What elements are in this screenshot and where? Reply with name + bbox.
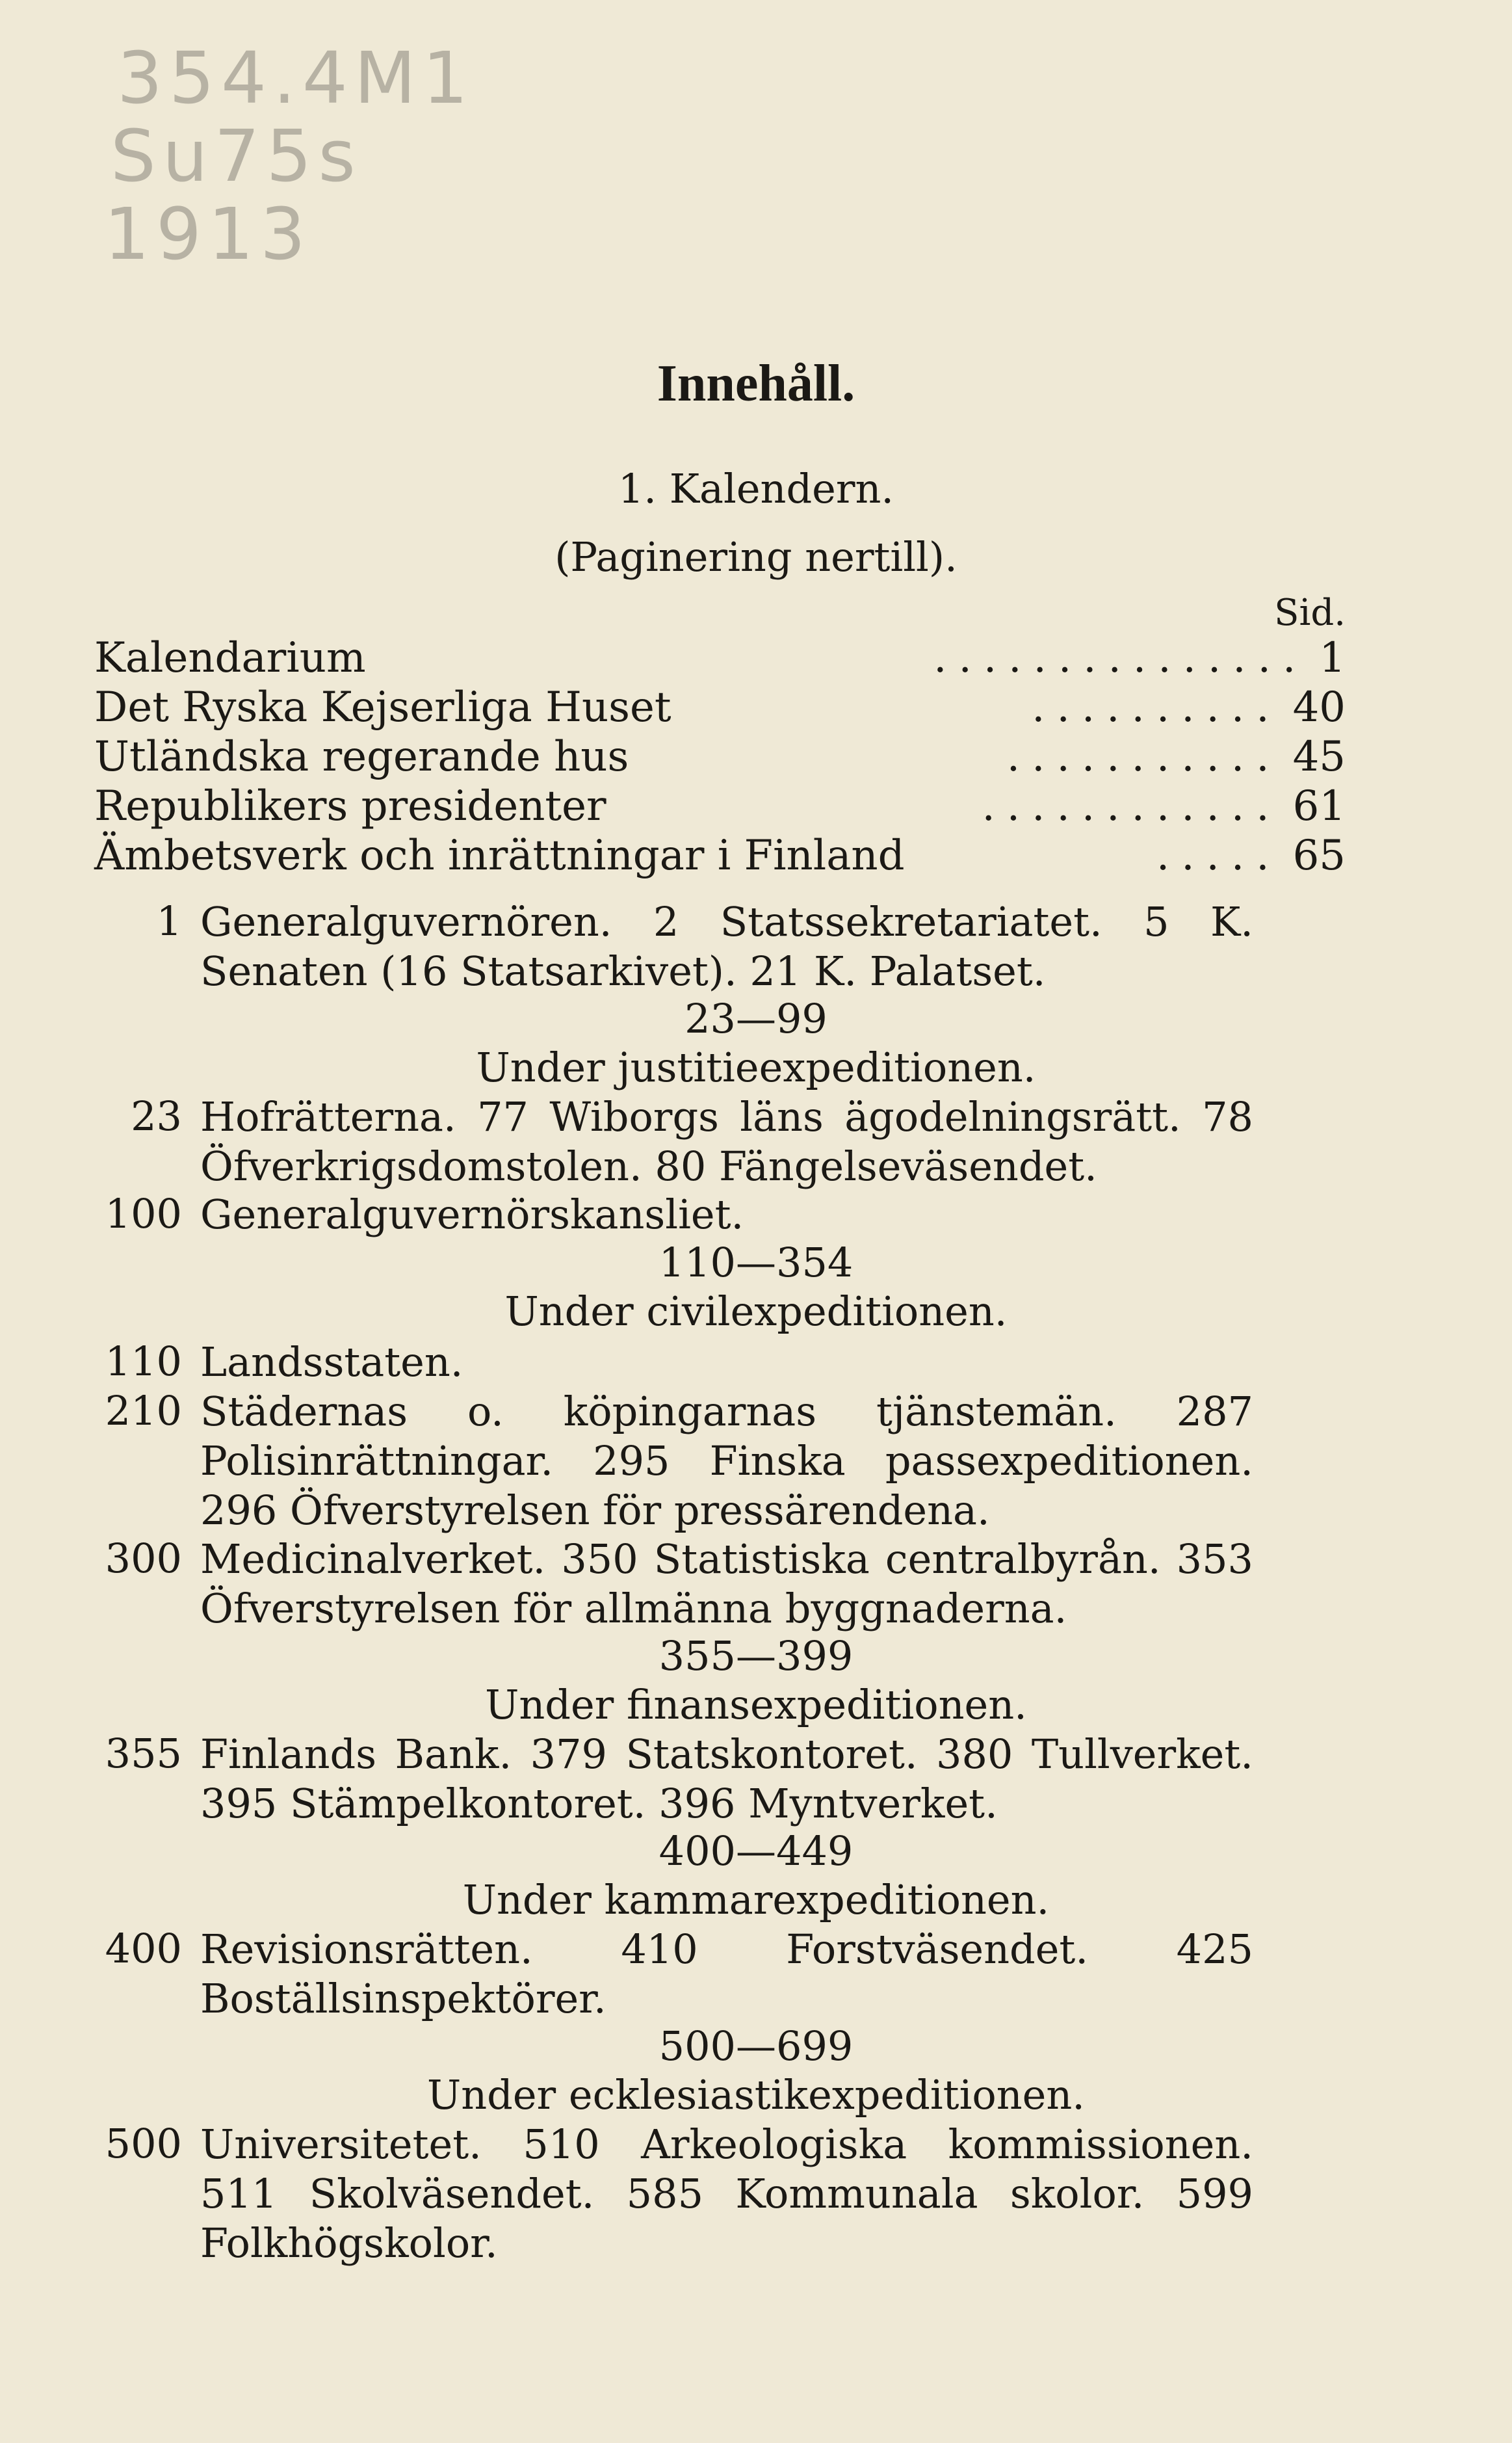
page-range: 355—399 <box>658 1632 854 1680</box>
toc-page: 65 <box>1292 832 1346 880</box>
handwritten-call-number <box>104 36 475 276</box>
entry-text: Revisionsrätten. 410 Forstväsendet. 425 Boställsinspektörer. <box>200 1925 1253 2022</box>
entry-number: 1 <box>156 897 182 945</box>
toc-title: Kalendarium <box>94 634 366 682</box>
entry-number: 300 <box>105 1535 182 1582</box>
call-number-line: 1913 <box>104 192 312 276</box>
entry-number: 23 <box>131 1092 182 1140</box>
entry-text: Universitetet. 510 Arkeologiska kommissionen. 511 Skolväsendet. 585 Kommunala skolor. 599 Folkhögskolor. <box>200 2120 1253 2267</box>
entry-number: 100 <box>105 1190 182 1237</box>
toc-row <box>94 832 1346 881</box>
toc-page: 1 <box>1319 634 1346 682</box>
toc-leader: ........... <box>1006 733 1281 781</box>
page-range: 400—449 <box>658 1827 854 1875</box>
toc-row <box>94 733 1346 782</box>
entry-number: 210 <box>105 1387 182 1434</box>
entry-text: Landsstaten. <box>200 1338 463 1386</box>
list-item <box>91 1387 1261 1535</box>
toc-row <box>94 782 1346 832</box>
entry-text: Städernas o. köpingarnas tjänstemän. 287 Polisinrättningar. 295 Finska passexpeditionen. 296 Öfverstyrelsen för pressärendena. <box>200 1388 1253 1534</box>
list-item <box>91 1535 1261 1633</box>
list-item <box>91 1190 1261 1239</box>
entry-text: Medicinalverket. 350 Statistiska centralbyrån. 353 Öfverstyrelsen för allmänna byggnaderna. <box>200 1535 1253 1632</box>
toc-row <box>94 634 1346 683</box>
list-item <box>91 1338 1261 1387</box>
entry-text: Finlands Bank. 379 Statskontoret. 380 Tullverket. 395 Stämpelkontoret. 396 Myntverket. <box>200 1730 1253 1827</box>
toc-title: Ämbetsverk och inrättningar i Finland <box>94 832 905 880</box>
expedition-heading: Under kammarexpeditionen. <box>462 1876 1050 1923</box>
toc-row <box>94 683 1346 733</box>
page-range: 23—99 <box>684 995 828 1042</box>
list-item <box>91 1092 1261 1191</box>
list-item <box>91 1925 1261 2024</box>
toc-leader: ............ <box>982 782 1281 830</box>
expedition-heading: Under justitieexpeditionen. <box>476 1044 1036 1091</box>
entry-text: Hofrätterna. 77 Wiborgs läns ägodelningsrätt. 78 Öfverkrigsdomstolen. 80 Fängelseväsendet. <box>200 1093 1253 1190</box>
list-item <box>91 2120 1261 2268</box>
entry-number: 500 <box>105 2120 182 2167</box>
toc-page: 40 <box>1292 683 1346 732</box>
toc-leader: ............... <box>933 634 1308 682</box>
page-range: 110—354 <box>658 1239 854 1286</box>
call-number-line: 354.4M1 <box>117 36 475 120</box>
entry-number: 400 <box>105 1925 182 1972</box>
entry-text: Generalguvernören. 2 Statssekretariatet. 5 K. Senaten (16 Statsarkivet). 21 K. Palatset. <box>200 898 1253 995</box>
call-number-line: Su75s <box>111 114 362 198</box>
toc-title: Republikers presidenter <box>94 782 606 830</box>
toc-page: 45 <box>1292 733 1346 781</box>
pagination-note: (Paginering nertill). <box>554 533 958 581</box>
page-title: Innehåll. <box>657 355 855 412</box>
toc-leader: ..... <box>1156 832 1281 880</box>
list-item <box>91 897 1261 996</box>
entry-text: Generalguvernörskansliet. <box>200 1191 744 1238</box>
list-item <box>91 1730 1261 1829</box>
toc-title: Utländska regerande hus <box>94 733 629 781</box>
entry-number: 110 <box>105 1338 182 1385</box>
toc-title: Det Ryska Kejserliga Huset <box>94 683 671 732</box>
expedition-heading: Under ecklesiastikexpeditionen. <box>426 2071 1086 2119</box>
toc-leader: .......... <box>1032 683 1281 732</box>
toc-page: 61 <box>1292 782 1346 830</box>
entry-number: 355 <box>105 1730 182 1777</box>
page-column-label: Sid. <box>1274 592 1346 634</box>
section-heading: 1. Kalendern. <box>618 465 894 512</box>
expedition-heading: Under finansexpeditionen. <box>485 1681 1027 1728</box>
page-range: 500—699 <box>658 2022 854 2070</box>
expedition-heading: Under civilexpeditionen. <box>504 1288 1008 1335</box>
